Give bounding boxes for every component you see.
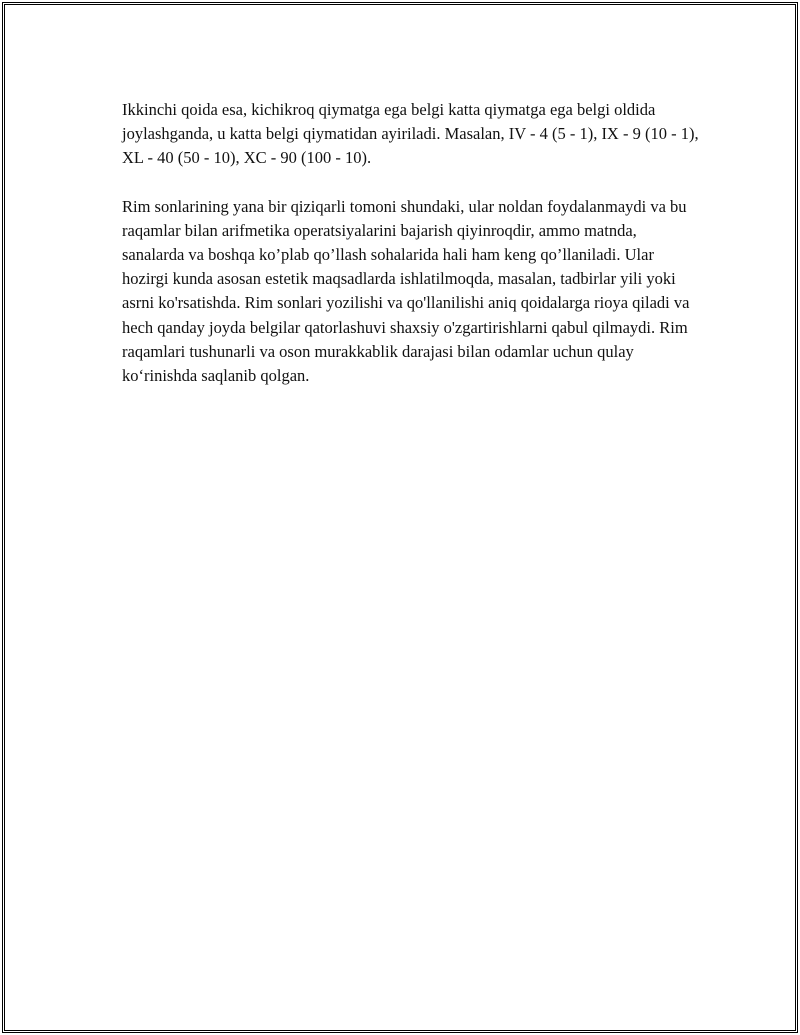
page-border [2,2,798,1033]
paragraph-roman-numerals-usage: Rim sonlarining yana bir qiziqarli tomoni shundaki, ular noldan foydalanmaydi va bu raqamlar bilan arifmetika operatsiyalarini bajarish qiyinroqdir, ammo matnda, sanalarda va boshqa ko’plab qo’llash sohalarida hali ham keng qo’llaniladi. Ular hozirgi kunda asosan estetik maqsadlarda ishlatilmoqda, masalan, tadbirlar yili yoki asrni ko'rsatishda. Rim sonlari yozilishi va qo'llanilishi aniq qoidalarga rioya qiladi va hech qanday joyda belgilar qatorlashuvi shaxsiy o'zgartirishlarni qabul qilmaydi. Rim raqamlari tushunarli va oson murakkablik darajasi bilan odamlar uchun qulay ko‘rinishda saqlanib qolgan. [122,196,690,386]
document-body [122,98,702,412]
paragraph-subtraction-rule: Ikkinchi qoida esa, kichikroq qiymatga ega belgi katta qiymatga ega belgi oldida joylashganda, u katta belgi qiymatidan ayiriladi. Masalan, IV - 4 (5 - 1), IX - 9 (10 - 1), XL - 40 (50 - 10), XC - 90 (100 - 10). [122,100,699,168]
